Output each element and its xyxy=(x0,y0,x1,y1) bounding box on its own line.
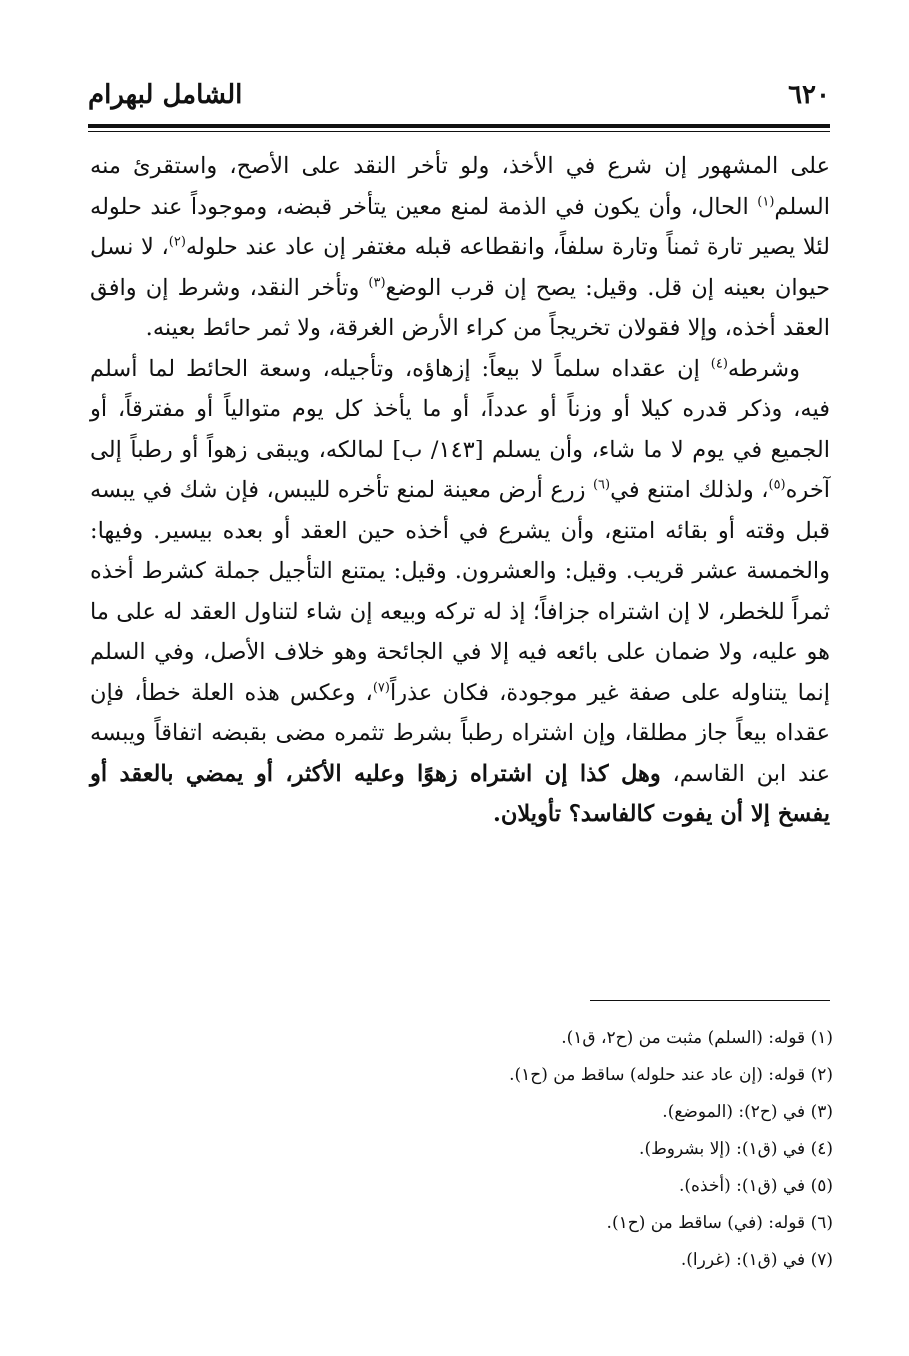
footnote-ref-4: (٤) xyxy=(710,356,728,371)
paragraph-1 xyxy=(90,146,830,349)
text-run-bold: وهل كذا إن اشتراه زهوًا وعليه الأكثر، أو يمضي بالعقد أو يفسخ إلا أن يفوت كالفاسد؟ تأويلان. xyxy=(90,760,830,827)
page-number: ٦٢٠ xyxy=(788,80,830,110)
text-run: على المشهور إن شرع في الأخذ، ولو تأخر النقد على الأصح، واستقرئ منه السلم xyxy=(90,153,830,220)
text-run: زرع أرض معينة لمنع تأخره لليبس، فإن شك في يبسه قبل وقته أو بقائه امتنع، وأن يشرع في أخذه حين العقد أو بعده بيسير. وفيها: والخمسة عشر قريب. وقيل: والعشرون. وقيل: يمتنع التأجيل جملة كشرط أخذه ثمراً للخطر، لا إن اشتراه جزافاً؛ إذ له تركه وبيعه إن شاء لتناول العقد له على ما هو عليه، ولا ضمان على بائعه فيه إلا في الجائحة وهو خلاف الأصل، وفي السلم إنما يتناوله على صفة غير موجودة، فكان عذراً xyxy=(90,477,831,706)
footnote-ref-7: (٧) xyxy=(372,680,390,695)
footnote-ref-5: (٥) xyxy=(768,477,786,493)
header-rule-thick xyxy=(88,124,830,128)
running-title: الشامل لبهرام xyxy=(88,80,243,110)
footnote-ref-3: (٣) xyxy=(368,275,386,290)
footnote-5: (٥) في (ق١): (أخذه). xyxy=(679,1176,833,1196)
footnote-ref-1: (١) xyxy=(757,194,775,209)
text-run: ، وعكس هذه العلة خطأ، فإن عقداه بيعاً جاز مطلقا، وإن اشتراه رطباً بشرط تثمره مضى بقبضه اتفاقاً ويبسه عند ابن القاسم، xyxy=(90,679,830,787)
text-run: إن عقداه سلماً لا بيعاً: إزهاؤه، وتأجيله، وسعة الحائط لما أسلم فيه، وذكر قدره كيلا أو وزناً أو عدداً، أو ما يأخذ كل يوم متوالياً أو مفترقاً، أو الجميع في يوم لا ما شاء، وأن يسلم [١٤٣/ ب] لمالكه، ويبقى زهواً أو رطباً إلى آخره xyxy=(90,355,831,503)
main-text xyxy=(90,146,830,835)
footnote-ref-6: (٦) xyxy=(592,477,611,493)
page-header xyxy=(88,74,830,118)
paragraph-2 xyxy=(90,349,830,835)
header-rule-thin xyxy=(88,131,830,132)
text-run: ، لا نسل حيوان بعينه إن قل. وقيل: يصح إن قرب الوضع xyxy=(90,234,831,301)
footnote-1: (١) قوله: (السلم) مثبت من (ح٢، ق١). xyxy=(561,1028,833,1048)
text-run: وشرطه xyxy=(727,355,800,382)
footnote-3: (٣) في (ح٢): (الموضع). xyxy=(662,1102,833,1122)
footnote-4: (٤) في (ق١): (إلا بشروط). xyxy=(639,1139,833,1159)
footnote-6: (٦) قوله: (في) ساقط من (ح١). xyxy=(606,1213,833,1233)
text-run: الحال، وأن يكون في الذمة لمنع معين يتأخر قبضه، وموجوداً عند حلوله لئلا يصير تارة ثمناً وتارة سلفاً، وانقطاعه قبله مغتفر إن عاد عند حلوله xyxy=(90,193,831,260)
text-run: وتأخر النقد، وشرط إن وافق العقد أخذه، وإلا فقولان تخريجاً من كراء الأرض الغرقة، ولا ثمر حائط بعينه. xyxy=(90,274,830,341)
footnote-7: (٧) في (ق١): (غررا). xyxy=(680,1250,833,1270)
footnotes xyxy=(93,1020,833,1279)
footnote-separator xyxy=(590,1000,830,1001)
footnote-2: (٢) قوله: (إن عاد عند حلوله) ساقط من (ح١). xyxy=(509,1065,833,1085)
text-run: ، ولذلك امتنع في xyxy=(610,477,769,503)
footnote-ref-2: (٢) xyxy=(168,234,186,250)
